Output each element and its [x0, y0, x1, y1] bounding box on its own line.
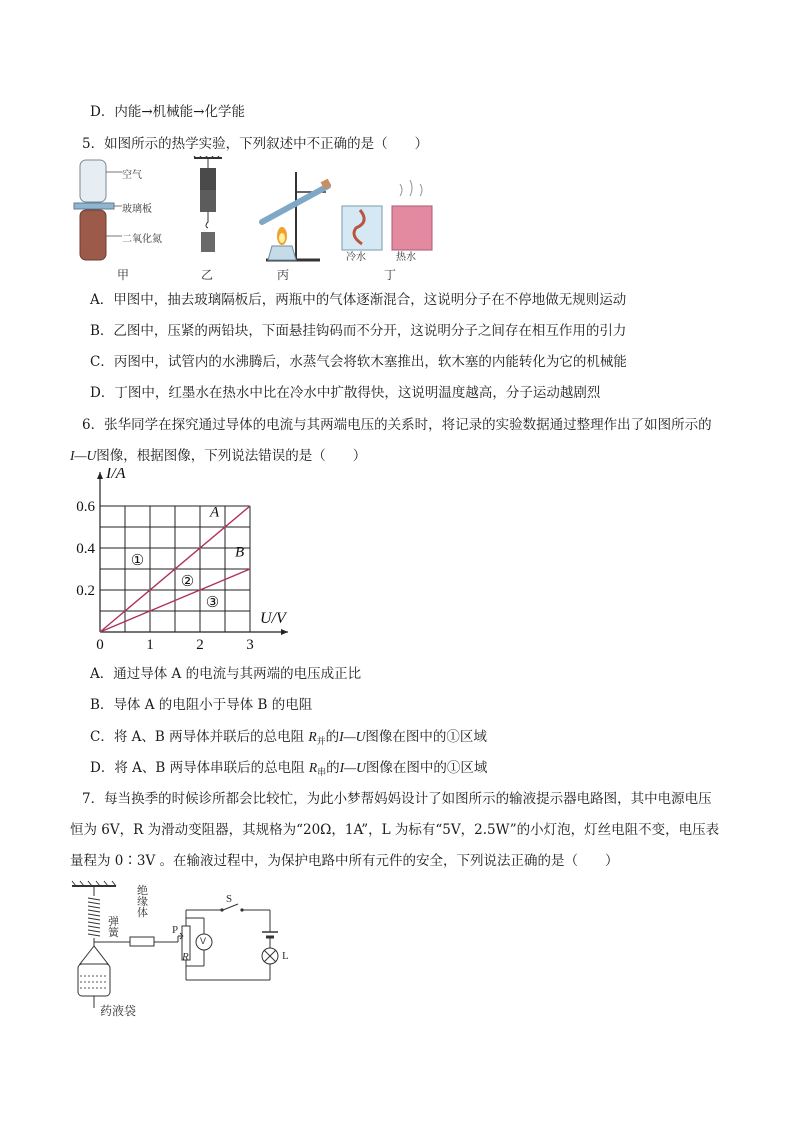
- fig-ding: [342, 180, 432, 250]
- iu-var: I—U: [70, 448, 97, 463]
- q6-option-a: A．通过导体 A 的电流与其两端的电压成正比: [90, 666, 362, 682]
- caption-bing: 丙: [277, 268, 290, 282]
- series-label-A: A: [210, 504, 220, 521]
- q5-option-c: C．丙图中，试管内的水沸腾后，水蒸气会将软木塞推出，软木塞的内能转化为它的机械能: [90, 354, 627, 370]
- q7-line1: 7．每当换季的时候诊所都会比较忙，为此小梦帮妈妈设计了如图所示的输液提示器电路图，其中电源电压: [82, 791, 712, 807]
- label-bag: 药液袋: [100, 1004, 137, 1018]
- q6c-sub: 并: [316, 737, 326, 747]
- y-axis-arrow: [97, 472, 103, 479]
- q6c-var: I—U: [339, 729, 366, 744]
- q6-option-b: B．导体 A 的电阻小于导体 B 的电阻: [90, 697, 313, 713]
- q4-option-d: D．内能→机械能→化学能: [90, 104, 245, 120]
- fig-jia: [74, 160, 122, 260]
- circuit-figure: [70, 880, 310, 1020]
- label-spring: 弹簧: [108, 915, 119, 939]
- q6-option-d: [90, 759, 487, 779]
- q6c-mid: 的: [325, 729, 340, 745]
- q6d-sub: 串: [317, 768, 327, 778]
- y-tick-label: 0.6: [76, 499, 95, 515]
- label-insulator: 绝缘体: [137, 884, 148, 919]
- series-label-B: B: [235, 544, 245, 561]
- label-glass: 玻璃板: [122, 204, 152, 215]
- fig-yi: [192, 156, 222, 252]
- caption-jia: 甲: [117, 268, 130, 282]
- q5-option-d: D．丁图中，红墨水在热水中比在冷水中扩散得快，这说明温度越高，分子运动越剧烈: [90, 385, 601, 401]
- y-tick-label: 0.4: [76, 541, 95, 557]
- label-v: V: [200, 936, 207, 946]
- q5-stem: 5．如图所示的热学实验，下列叙述中不正确的是（ ）: [82, 136, 429, 152]
- y-tick-label: 0.2: [76, 583, 95, 599]
- region-label: ①: [130, 553, 145, 569]
- q7-line2: 恒为 6V，R 为滑动变阻器，其规格为“20Ω，1A”，L 为标有“5V，2.5W”的小灯泡，灯丝电阻不变，电压表: [70, 822, 720, 838]
- iu-chart: [70, 468, 300, 658]
- caption-ding: 丁: [384, 268, 397, 282]
- q6c-pre: C．将 A、B 两导体并联后的总电阻: [90, 729, 309, 745]
- x-tick-label: 0: [96, 637, 104, 653]
- x-tick-label: 2: [196, 637, 204, 653]
- q5-option-b: B．乙图中，压紧的两铅块，下面悬挂钩码而不分开，这说明分子之间存在相互作用的引力: [90, 323, 627, 339]
- x-tick-label: 3: [246, 637, 254, 653]
- q7-line3: 量程为 0∶3V 。在输液过程中，为保护电路中所有元件的安全，下列说法正确的是（ ）: [70, 853, 619, 869]
- spring-icon: [88, 886, 100, 946]
- x-axis-arrow: [281, 629, 288, 635]
- fig-bing: [262, 172, 331, 260]
- label-air: 空气: [122, 170, 142, 181]
- q6d-var: I—U: [339, 760, 366, 775]
- label-r: R: [182, 951, 189, 963]
- region-label: ③: [205, 595, 220, 611]
- q6d-post: 图像在图中的①区域: [365, 760, 488, 776]
- q6c-r: R: [308, 729, 317, 744]
- q6-stem-line2: [70, 447, 366, 465]
- iv-bag-icon: [78, 964, 110, 996]
- q6d-mid: 的: [326, 760, 340, 776]
- q6d-pre: D．将 A、B 两导体串联后的总电阻: [90, 760, 309, 776]
- y-axis-label: I/A: [106, 468, 126, 482]
- x-axis-label: U/V: [260, 610, 286, 627]
- q6c-post: 图像在图中的①区域: [365, 729, 487, 745]
- q6-stem-line1: 6．张华同学在探究通过导体的电流与其两端电压的关系时，将记录的实验数据通过整理作出了如图所示的: [82, 417, 712, 433]
- label-cold: 冷水: [346, 252, 366, 263]
- label-hot: 热水: [396, 252, 416, 263]
- q6-stem-rest: 图像，根据图像，下列说法错误的是（ ）: [96, 448, 367, 464]
- label-l: L: [282, 950, 289, 962]
- label-no2: 二氧化氮: [122, 234, 162, 245]
- label-s: S: [226, 893, 233, 905]
- q6d-r: R: [308, 760, 318, 775]
- caption-yi: 乙: [201, 268, 214, 282]
- q5-option-a: A．甲图中，抽去玻璃隔板后，两瓶中的气体逐渐混合，这说明分子在不停地做无规则运动: [90, 292, 627, 308]
- region-label: ②: [180, 574, 195, 590]
- label-p: P: [172, 924, 179, 936]
- q6-option-c: [90, 728, 487, 748]
- x-tick-label: 1: [146, 637, 154, 653]
